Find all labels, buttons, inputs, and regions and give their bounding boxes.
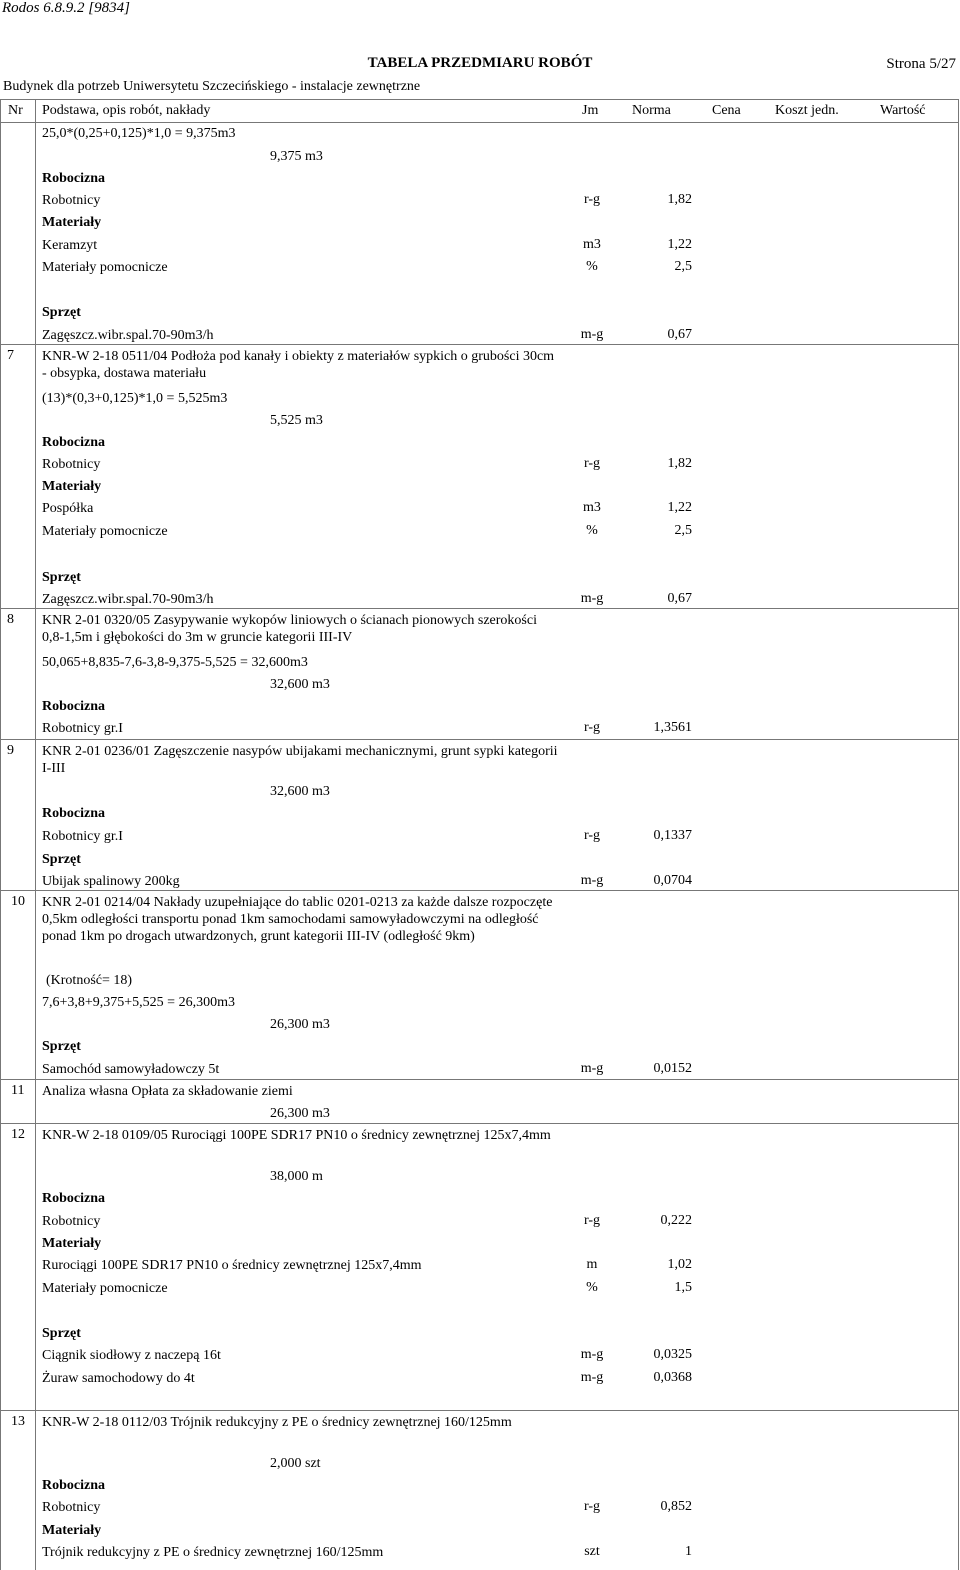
norm-value: 1,5 xyxy=(674,1280,692,1295)
row-text: Robocizna xyxy=(42,435,105,450)
column-header-jm: Jm xyxy=(582,103,599,118)
item-separator xyxy=(0,1079,958,1080)
unit: % xyxy=(586,1280,598,1295)
item-number: 12 xyxy=(11,1127,25,1142)
column-header-koszt: Koszt jedn. xyxy=(775,103,839,118)
row-text: Materiały xyxy=(42,215,102,230)
row-text: Pospółka xyxy=(42,501,94,516)
column-header-nr: Nr xyxy=(8,103,23,118)
row-text: Samochód samowyładowczy 5t xyxy=(42,1062,220,1077)
item-separator xyxy=(0,739,958,740)
unit: r-g xyxy=(583,192,601,207)
unit: r-g xyxy=(583,1213,601,1228)
norm-value: 1,02 xyxy=(667,1257,692,1272)
norm-value: 1,82 xyxy=(667,456,692,471)
unit: m-g xyxy=(580,1347,604,1362)
row-text: Robotnicy xyxy=(42,1500,101,1515)
table-right-border xyxy=(958,99,959,1570)
row-text: 32,600 m3 xyxy=(270,677,330,692)
app-version: Rodos 6.8.9.2 [9834] xyxy=(2,0,130,16)
item-separator xyxy=(0,1123,958,1124)
unit: r-g xyxy=(583,456,601,471)
item-description: KNR-W 2-18 0109/05 Rurociągi 100PE SDR17 PN10 o średnicy zewnętrznej 125x7,4mm xyxy=(42,1128,551,1143)
row-text: Rurociągi 100PE SDR17 PN10 o średnicy zewnętrznej 125x7,4mm xyxy=(42,1258,422,1273)
row-text: 25,0*(0,25+0,125)*1,0 = 9,375m3 xyxy=(42,126,236,141)
item-separator xyxy=(0,344,958,345)
norm-value: 0,67 xyxy=(667,591,692,606)
unit: szt xyxy=(584,1544,600,1559)
row-text: (Krotność= 18) xyxy=(46,973,133,988)
norm-value: 1,82 xyxy=(667,192,692,207)
row-text: Keramzyt xyxy=(42,238,98,253)
unit: m xyxy=(586,1257,598,1272)
row-text: (13)*(0,3+0,125)*1,0 = 5,525m3 xyxy=(42,391,228,406)
row-text: Materiały pomocnicze xyxy=(42,1281,168,1296)
item-description: KNR 2-01 0236/01 Zagęszczenie nasypów ubijakami mechanicznymi, grunt sypki kategorii I-III xyxy=(42,744,558,776)
row-text: Robocizna xyxy=(42,699,105,714)
row-text: Zagęszcz.wibr.spal.70-90m3/h xyxy=(42,328,214,343)
item-number: 11 xyxy=(11,1083,25,1098)
item-number: 10 xyxy=(11,894,25,909)
row-text: Sprzęt xyxy=(42,852,81,867)
column-header-cena: Cena xyxy=(712,103,741,118)
row-text: Trójnik redukcyjny z PE o średnicy zewnętrznej 160/125mm xyxy=(42,1545,384,1560)
column-header-wartosc: Wartość xyxy=(880,103,926,118)
page-number: Strona 5/27 xyxy=(886,56,956,72)
item-number: 7 xyxy=(7,348,14,363)
item-number: 8 xyxy=(7,612,14,627)
item-separator xyxy=(0,608,958,609)
norm-value: 1,22 xyxy=(667,500,692,515)
column-header-desc: Podstawa, opis robót, nakłady xyxy=(42,103,211,118)
row-text: Materiały xyxy=(42,1523,102,1538)
page-title: TABELA PRZEDMIARU ROBÓT xyxy=(367,55,593,71)
row-text: 26,300 m3 xyxy=(270,1106,330,1121)
norm-value: 0,0325 xyxy=(653,1347,692,1362)
column-header-norma: Norma xyxy=(632,103,671,118)
unit: m-g xyxy=(580,591,604,606)
unit: m-g xyxy=(580,327,604,342)
item-description: KNR-W 2-18 0511/04 Podłoża pod kanały i obiekty z materiałów sypkich o grubości 30cm - obsypka, dostawa materiału xyxy=(42,349,555,381)
row-text: Robotnicy gr.I xyxy=(42,829,123,844)
item-separator xyxy=(0,1410,958,1411)
row-text: Robocizna xyxy=(42,1478,105,1493)
unit: m3 xyxy=(583,500,601,515)
row-text: 5,525 m3 xyxy=(270,413,323,428)
norm-value: 0,0704 xyxy=(653,873,692,888)
row-text: Robotnicy gr.I xyxy=(42,721,123,736)
row-text: 50,065+8,835-7,6-3,8-9,375-5,525 = 32,600m3 xyxy=(42,655,308,670)
unit: % xyxy=(586,259,598,274)
row-text: Robotnicy xyxy=(42,457,101,472)
norm-value: 1,3561 xyxy=(653,720,692,735)
unit: r-g xyxy=(583,1499,601,1514)
norm-value: 2,5 xyxy=(674,259,692,274)
row-text: 32,600 m3 xyxy=(270,784,330,799)
unit: m-g xyxy=(580,873,604,888)
norm-value: 0,852 xyxy=(660,1499,692,1514)
item-number: 13 xyxy=(11,1414,25,1429)
norm-value: 0,0368 xyxy=(653,1370,692,1385)
row-text: Sprzęt xyxy=(42,1039,81,1054)
row-text: Materiały xyxy=(42,1236,102,1251)
row-text: 2,000 szt xyxy=(270,1456,321,1471)
norm-value: 0,1337 xyxy=(653,828,692,843)
item-number: 9 xyxy=(7,743,14,758)
document-subtitle: Budynek dla potrzeb Uniwersytetu Szczecińskiego - instalacje zewnętrzne xyxy=(3,79,421,94)
row-text: 38,000 m xyxy=(270,1169,323,1184)
unit: r-g xyxy=(583,720,601,735)
row-text: Sprzęt xyxy=(42,1326,81,1341)
row-text: Sprzęt xyxy=(42,305,81,320)
norm-value: 2,5 xyxy=(674,523,692,538)
row-text: Ciągnik siodłowy z naczepą 16t xyxy=(42,1348,221,1363)
norm-value: 0,67 xyxy=(667,327,692,342)
row-text: Żuraw samochodowy do 4t xyxy=(42,1371,195,1386)
unit: m3 xyxy=(583,237,601,252)
row-text: Robocizna xyxy=(42,171,105,186)
row-text: 26,300 m3 xyxy=(270,1017,330,1032)
norm-value: 0,0152 xyxy=(653,1061,692,1076)
row-text: Materiały xyxy=(42,479,102,494)
row-text: Materiały pomocnicze xyxy=(42,260,168,275)
row-text: Zagęszcz.wibr.spal.70-90m3/h xyxy=(42,592,214,607)
item-description: Analiza własna Opłata za składowanie ziemi xyxy=(42,1084,293,1099)
norm-value: 0,222 xyxy=(660,1213,692,1228)
row-text: Robocizna xyxy=(42,806,105,821)
row-text: Sprzęt xyxy=(42,570,81,585)
row-text: Materiały pomocnicze xyxy=(42,524,168,539)
unit: m-g xyxy=(580,1061,604,1076)
row-text: Ubijak spalinowy 200kg xyxy=(42,874,180,889)
row-text: Robotnicy xyxy=(42,193,101,208)
norm-value: 1 xyxy=(685,1544,692,1559)
item-description: KNR-W 2-18 0112/03 Trójnik redukcyjny z PE o średnicy zewnętrznej 160/125mm xyxy=(42,1415,512,1430)
row-text: Robocizna xyxy=(42,1191,105,1206)
unit: m-g xyxy=(580,1370,604,1385)
table-left-border xyxy=(0,99,1,1570)
item-description: KNR 2-01 0320/05 Zasypywanie wykopów liniowych o ścianach pionowych szerokości 0,8-1,5m i głębokości do 3m w gruncie kategorii III-IV xyxy=(42,613,537,645)
header-bottom-rule xyxy=(0,122,958,123)
unit: % xyxy=(586,523,598,538)
row-text: 7,6+3,8+9,375+5,525 = 26,300m3 xyxy=(42,995,235,1010)
row-text: Robotnicy xyxy=(42,1214,101,1229)
header-top-rule xyxy=(0,99,958,100)
row-text: 9,375 m3 xyxy=(270,149,323,164)
column-divider-nr xyxy=(35,99,36,1570)
norm-value: 1,22 xyxy=(667,237,692,252)
unit: r-g xyxy=(583,828,601,843)
item-separator xyxy=(0,890,958,891)
item-description: KNR 2-01 0214/04 Nakłady uzupełniające do tablic 0201-0213 za każde dalsze rozpoczęte 0,5km odległości transportu ponad 1km samochodami samowyładowczymi na odległość ponad 1km po drogach utwardzonych, grunt kategorii III-IV (odległość 9km) xyxy=(42,895,553,944)
